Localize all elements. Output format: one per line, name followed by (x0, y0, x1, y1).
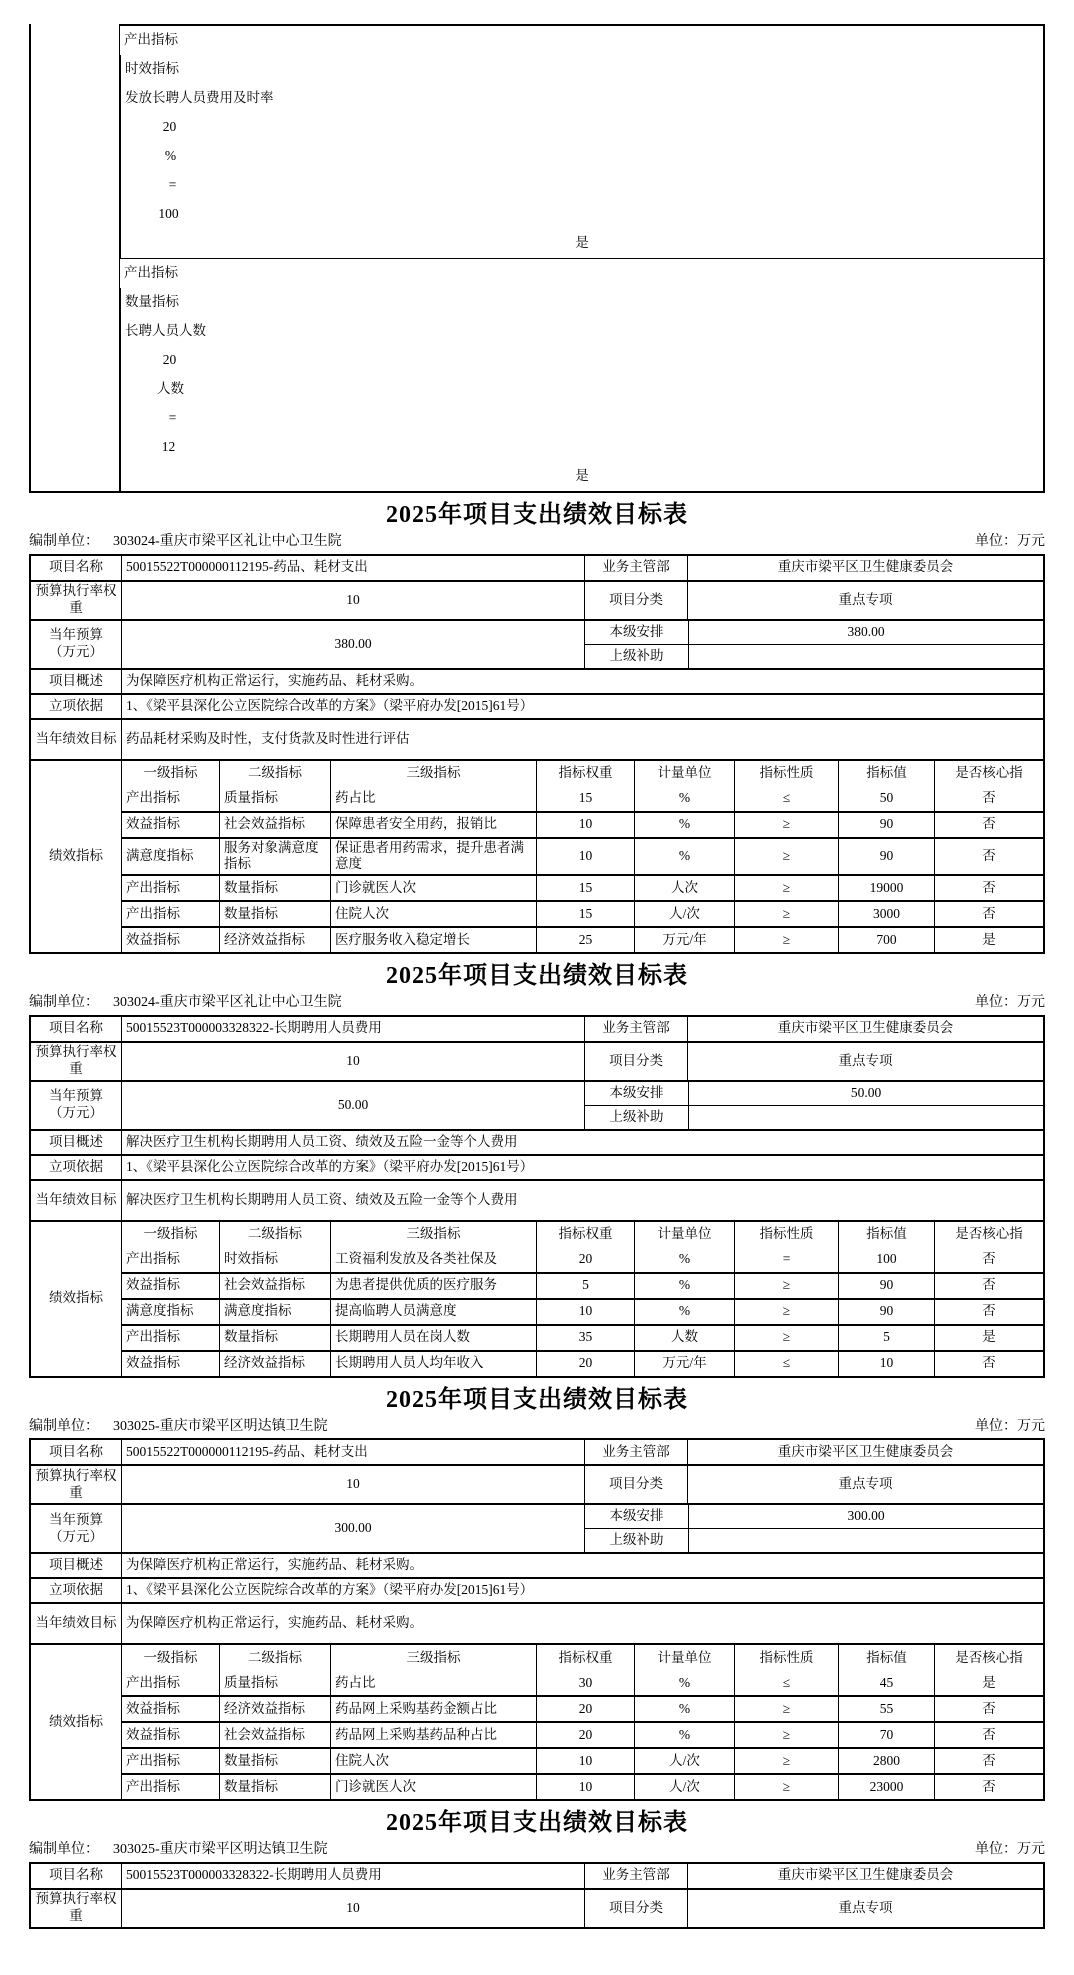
indicator-unit: % (634, 1723, 734, 1747)
indicator-row (122, 1695, 1043, 1721)
target-label: 当年绩效目标 (35, 730, 117, 746)
indicator-core: 是 (120, 229, 1043, 258)
indicator-level1: 产出指标 (126, 1752, 180, 1768)
indicator-value: 55 (838, 1697, 934, 1721)
indicator-level2: 社会效益指标 (219, 1274, 330, 1298)
indicator-value: 100 (120, 200, 216, 229)
indicator-row (120, 26, 1043, 258)
indicator-value: 5 (838, 1326, 934, 1350)
category-label: 项目分类 (584, 1890, 687, 1927)
project-name-label: 项目名称 (49, 1020, 103, 1036)
indicator-row (122, 1248, 1043, 1272)
year-budget-label: 当年预算 （万元） (49, 1088, 103, 1121)
indicator-weight: 10 (536, 1775, 634, 1799)
indicator-level3: 药品网上采购基药金额占比 (330, 1697, 536, 1721)
indicator-nature: ≥ (734, 876, 838, 900)
prepared-by-label: 编制单位： (29, 1842, 99, 1858)
meta-line (29, 533, 1045, 551)
indicator-weight: 20 (536, 1697, 634, 1721)
indicator-row (122, 1747, 1043, 1773)
indicator-level2: 数量指标 (219, 902, 330, 926)
indicator-unit: 人数 (120, 375, 220, 404)
header-level3: 三级指标 (330, 761, 536, 787)
prepared-by-value: 303025-重庆市梁平区明达镇卫生院 (113, 1418, 328, 1434)
indicator-value: 12 (120, 433, 216, 462)
indicator-core: 否 (934, 787, 1043, 811)
perf-indicator-label: 绩效指标 (49, 1290, 103, 1306)
header-nature: 指标性质 (734, 1645, 838, 1671)
indicator-unit: % (634, 1671, 734, 1695)
header-nature: 指标性质 (734, 1222, 838, 1248)
basis-label: 立项依据 (49, 1158, 103, 1174)
indicator-level2: 服务对象满意度指标 (219, 839, 330, 875)
indicator-weight: 35 (536, 1326, 634, 1350)
indicator-weight: 15 (536, 787, 634, 811)
indicator-core: 否 (934, 902, 1043, 926)
indicator-unit: % (634, 1274, 734, 1298)
indicator-core: 否 (934, 839, 1043, 875)
header-value: 指标值 (838, 1222, 934, 1248)
superior-value (688, 645, 1043, 668)
indicator-level1: 效益指标 (126, 816, 180, 832)
header-unit: 计量单位 (634, 761, 734, 787)
header-value: 指标值 (838, 761, 934, 787)
carryover-rows (119, 24, 1045, 493)
indicator-weight: 5 (536, 1274, 634, 1298)
dept-value: 重庆市梁平区卫生健康委员会 (687, 1440, 1043, 1464)
indicator-weight: 10 (536, 1749, 634, 1773)
indicator-header-row (122, 1222, 1043, 1248)
dept-label: 业务主管部 (584, 556, 687, 580)
header-weight: 指标权重 (536, 1222, 634, 1248)
indicator-level1: 产出指标 (124, 265, 178, 281)
indicator-nature: ≥ (734, 1749, 838, 1773)
indicator-unit: % (634, 839, 734, 875)
header-core: 是否核心指 (934, 761, 1043, 787)
local-value: 50.00 (688, 1082, 1043, 1105)
category-label: 项目分类 (584, 582, 687, 619)
page-title: 2025年项目支出绩效目标表 (386, 502, 688, 528)
indicator-core: 否 (934, 1274, 1043, 1298)
indicator-unit: % (120, 142, 220, 171)
indicator-header-row (122, 1645, 1043, 1671)
indicator-core: 是 (934, 1671, 1043, 1695)
overview-label: 项目概述 (49, 1133, 103, 1149)
indicator-value: 90 (838, 1300, 934, 1324)
target-label: 当年绩效目标 (35, 1615, 117, 1631)
header-level3: 三级指标 (330, 1645, 536, 1671)
indicator-row (122, 1773, 1043, 1799)
prepared-by-label: 编制单位： (29, 1418, 99, 1434)
section-1 (29, 500, 1045, 954)
indicator-level3: 工资福利发放及各类社保及 (330, 1248, 536, 1272)
indicator-core: 否 (934, 813, 1043, 837)
indicator-nature: ≥ (734, 1326, 838, 1350)
indicator-row (122, 926, 1043, 952)
indicator-value: 90 (838, 839, 934, 875)
indicator-core: 否 (934, 876, 1043, 900)
indicator-level1: 产出指标 (126, 879, 180, 895)
section-4 (29, 1808, 1045, 1929)
basis-value: 1、《梁平县深化公立医院综合改革的方案》（梁平府办发[2015]61号） (121, 1579, 1043, 1602)
indicator-row (122, 1671, 1043, 1695)
indicator-value: 100 (838, 1248, 934, 1272)
indicator-level3: 住院人次 (330, 1749, 536, 1773)
indicator-weight: 10 (536, 1300, 634, 1324)
overview-label: 项目概述 (49, 672, 103, 688)
header-value: 指标值 (838, 1645, 934, 1671)
indicator-unit: % (634, 1248, 734, 1272)
indicator-core: 是 (934, 928, 1043, 952)
indicator-level2: 数量指标 (219, 1326, 330, 1350)
header-level1: 一级指标 (143, 1649, 198, 1665)
project-name-label: 项目名称 (49, 1443, 103, 1459)
local-label: 本级安排 (609, 1084, 664, 1100)
budget-weight-label: 预算执行率权重 (35, 1044, 117, 1077)
category-label: 项目分类 (584, 1466, 687, 1503)
indicator-table (121, 1222, 1043, 1376)
indicator-nature: ≤ (734, 1671, 838, 1695)
meta-line (29, 1418, 1045, 1436)
header-level2: 二级指标 (219, 1222, 330, 1248)
header-level3: 三级指标 (330, 1222, 536, 1248)
page-title: 2025年项目支出绩效目标表 (386, 963, 688, 990)
indicator-level3: 为患者提供优质的医疗服务 (330, 1274, 536, 1298)
indicator-level3: 保障患者安全用药，报销比 (330, 813, 536, 837)
indicator-row (122, 1721, 1043, 1747)
indicator-weight: 20 (536, 1352, 634, 1376)
indicator-value: 90 (838, 1274, 934, 1298)
indicator-weight: 20 (120, 346, 218, 375)
indicator-core: 否 (934, 1248, 1043, 1272)
indicator-level1: 产出指标 (126, 1674, 180, 1690)
indicator-value: 10 (838, 1352, 934, 1376)
indicator-row (122, 837, 1043, 875)
indicator-core: 否 (934, 1352, 1043, 1376)
project-name-label: 项目名称 (49, 559, 103, 575)
local-value: 380.00 (688, 621, 1043, 644)
indicator-weight: 15 (536, 902, 634, 926)
indicator-level3: 长期聘用人员在岗人数 (330, 1326, 536, 1350)
indicator-nature: ≥ (734, 1300, 838, 1324)
meta-line (29, 1841, 1045, 1859)
indicator-level1: 产出指标 (124, 32, 178, 48)
indicator-level3: 药品网上采购基药品种占比 (330, 1723, 536, 1747)
indicator-row (122, 811, 1043, 837)
indicator-row (122, 1350, 1043, 1376)
indicator-level2: 经济效益指标 (219, 1352, 330, 1376)
indicator-level2: 数量指标 (120, 288, 231, 317)
budget-weight-value: 10 (121, 1043, 584, 1080)
budget-weight-value: 10 (121, 1466, 584, 1503)
unit-note: 单位：万元 (975, 1418, 1045, 1434)
indicator-level2: 时效指标 (219, 1248, 330, 1272)
indicator-value: 70 (838, 1723, 934, 1747)
prepared-by-label: 编制单位： (29, 995, 99, 1011)
local-label: 本级安排 (609, 1508, 664, 1524)
indicator-level1: 产出指标 (126, 905, 180, 921)
basis-label: 立项依据 (49, 697, 103, 713)
indicator-row (122, 900, 1043, 926)
unit-note: 单位：万元 (975, 1842, 1045, 1858)
indicator-unit: 人/次 (634, 1775, 734, 1799)
indicator-weight: 15 (536, 876, 634, 900)
project-name-label: 项目名称 (49, 1867, 103, 1883)
year-budget-value: 300.00 (121, 1505, 584, 1552)
year-budget-label: 当年预算 （万元） (49, 1511, 103, 1544)
header-weight: 指标权重 (536, 1645, 634, 1671)
indicator-weight: 30 (536, 1671, 634, 1695)
indicator-level1: 效益指标 (126, 1355, 180, 1371)
indicator-value: 50 (838, 787, 934, 811)
indicator-row (122, 787, 1043, 811)
superior-label: 上级补助 (609, 1532, 664, 1548)
unit-note: 单位：万元 (975, 995, 1045, 1011)
header-level2: 二级指标 (219, 761, 330, 787)
indicator-level3: 长聘人员人数 (120, 317, 326, 346)
indicator-row (120, 258, 1043, 491)
category-value: 重点专项 (687, 1890, 1043, 1927)
indicator-core: 否 (934, 1723, 1043, 1747)
indicator-core: 否 (934, 1749, 1043, 1773)
section-table (29, 1015, 1045, 1378)
indicator-level3: 提高临聘人员满意度 (330, 1300, 536, 1324)
superior-value (688, 1106, 1043, 1129)
local-value: 300.00 (688, 1505, 1043, 1528)
carryover-indicator-table (29, 24, 1045, 493)
indicator-level2: 社会效益指标 (219, 1723, 330, 1747)
indicator-value: 23000 (838, 1775, 934, 1799)
indicator-core: 是 (120, 462, 1043, 491)
indicator-value: 90 (838, 813, 934, 837)
budget-weight-value: 10 (121, 582, 584, 619)
indicator-weight: 10 (536, 839, 634, 875)
dept-value: 重庆市梁平区卫生健康委员会 (687, 1017, 1043, 1041)
header-weight: 指标权重 (536, 761, 634, 787)
indicator-unit: % (634, 813, 734, 837)
meta-line (29, 994, 1045, 1012)
indicator-level1: 产出指标 (126, 1251, 180, 1267)
indicator-nature: ≥ (734, 1697, 838, 1721)
indicator-level3: 药占比 (330, 787, 536, 811)
dept-label: 业务主管部 (584, 1864, 687, 1888)
prepared-by-value: 303024-重庆市梁平区礼让中心卫生院 (113, 995, 342, 1011)
superior-label: 上级补助 (609, 647, 664, 663)
section-table (29, 1862, 1045, 1929)
perf-indicator-label: 绩效指标 (49, 847, 103, 863)
indicator-header-row (122, 761, 1043, 787)
indicator-nature: ≤ (734, 1352, 838, 1376)
indicator-level2: 数量指标 (219, 1749, 330, 1773)
indicator-value: 45 (838, 1671, 934, 1695)
overview-value: 解决医疗卫生机构长期聘用人员工资、绩效及五险一金等个人费用 (121, 1131, 1043, 1154)
indicator-nature: ≥ (734, 839, 838, 875)
header-core: 是否核心指 (934, 1222, 1043, 1248)
indicator-level1: 产出指标 (126, 1329, 180, 1345)
overview-label: 项目概述 (49, 1557, 103, 1573)
category-label: 项目分类 (584, 1043, 687, 1080)
category-value: 重点专项 (687, 1466, 1043, 1503)
indicator-level2: 数量指标 (219, 1775, 330, 1799)
overview-value: 为保障医疗机构正常运行，实施药品、耗材采购。 (121, 1554, 1043, 1577)
year-budget-label: 当年预算 （万元） (49, 627, 103, 659)
basis-label: 立项依据 (49, 1582, 103, 1598)
indicator-nature: = (734, 1248, 838, 1272)
dept-label: 业务主管部 (584, 1440, 687, 1464)
header-level2: 二级指标 (219, 1645, 330, 1671)
indicator-level1: 效益指标 (126, 1726, 180, 1742)
local-label: 本级安排 (609, 623, 664, 639)
indicator-unit: % (634, 1300, 734, 1324)
indicator-nature: ≥ (734, 813, 838, 837)
indicator-value: 2800 (838, 1749, 934, 1773)
indicator-level2: 经济效益指标 (219, 928, 330, 952)
indicator-level3: 长期聘用人员人均年收入 (330, 1352, 536, 1376)
indicator-weight: 20 (536, 1723, 634, 1747)
indicator-nature: = (120, 404, 224, 433)
section-3 (29, 1385, 1045, 1802)
indicator-value: 700 (838, 928, 934, 952)
indicator-nature: ≥ (734, 902, 838, 926)
budget-weight-label: 预算执行率权重 (35, 1467, 117, 1500)
indicator-row (122, 1272, 1043, 1298)
budget-weight-label: 预算执行率权重 (35, 1891, 117, 1924)
indicator-level2: 社会效益指标 (219, 813, 330, 837)
category-value: 重点专项 (687, 1043, 1043, 1080)
indicator-unit: % (634, 1697, 734, 1721)
project-name-value: 50015522T000000112195-药品、耗材支出 (121, 1440, 584, 1464)
indicator-weight: 20 (536, 1248, 634, 1272)
indicator-level1: 满意度指标 (126, 847, 194, 863)
header-unit: 计量单位 (634, 1645, 734, 1671)
indicator-level3: 门诊就医人次 (330, 876, 536, 900)
prepared-by-label: 编制单位： (29, 534, 99, 549)
indicator-value: 3000 (838, 902, 934, 926)
project-name-value: 50015522T000000112195-药品、耗材支出 (121, 556, 584, 580)
indicator-core: 否 (934, 1775, 1043, 1799)
indicator-level2: 经济效益指标 (219, 1697, 330, 1721)
indicator-core: 是 (934, 1326, 1043, 1350)
indicator-weight: 25 (536, 928, 634, 952)
indicator-unit: 人/次 (634, 902, 734, 926)
unit-note: 单位：万元 (975, 534, 1045, 549)
indicator-level2: 满意度指标 (219, 1300, 330, 1324)
indicator-weight: 20 (120, 113, 218, 142)
indicator-level2: 数量指标 (219, 876, 330, 900)
dept-label: 业务主管部 (584, 1017, 687, 1041)
indicator-level3: 保证患者用药需求，提升患者满意度 (330, 839, 536, 875)
superior-value (688, 1529, 1043, 1552)
budget-weight-label: 预算执行率权重 (35, 583, 117, 615)
indicator-level3: 发放长聘人员费用及时率 (120, 84, 326, 113)
superior-label: 上级补助 (609, 1108, 664, 1124)
indicator-level3: 药占比 (330, 1671, 536, 1695)
target-value: 解决医疗卫生机构长期聘用人员工资、绩效及五险一金等个人费用 (121, 1181, 1043, 1220)
prepared-by-value: 303024-重庆市梁平区礼让中心卫生院 (113, 534, 342, 549)
page-title: 2025年项目支出绩效目标表 (386, 1810, 688, 1837)
category-value: 重点专项 (687, 582, 1043, 619)
year-budget-value: 50.00 (121, 1082, 584, 1129)
indicator-table (121, 1645, 1043, 1799)
indicator-unit: 人/次 (634, 1749, 734, 1773)
header-level1: 一级指标 (143, 1226, 198, 1242)
indicator-row (122, 874, 1043, 900)
project-name-value: 50015523T000003328322-长期聘用人员费用 (121, 1864, 584, 1888)
indicator-unit: % (634, 787, 734, 811)
document-page (0, 24, 1074, 1975)
perf-indicator-label: 绩效指标 (49, 1713, 103, 1729)
target-value: 为保障医疗机构正常运行，实施药品、耗材采购。 (121, 1604, 1043, 1643)
indicator-core: 否 (934, 1300, 1043, 1324)
target-label: 当年绩效目标 (35, 1191, 117, 1207)
basis-value: 1、《梁平县深化公立医院综合改革的方案》（梁平府办发[2015]61号） (121, 1156, 1043, 1179)
indicator-level2: 时效指标 (120, 55, 231, 84)
header-core: 是否核心指 (934, 1645, 1043, 1671)
indicator-unit: 万元/年 (634, 1352, 734, 1376)
indicator-level1: 效益指标 (126, 1700, 180, 1716)
indicator-row (122, 1324, 1043, 1350)
indicator-level1: 满意度指标 (126, 1303, 194, 1319)
carryover-perf-stub-cell (29, 24, 119, 493)
indicator-level2: 质量指标 (219, 1671, 330, 1695)
overview-value: 为保障医疗机构正常运行，实施药品、耗材采购。 (121, 670, 1043, 693)
year-budget-value: 380.00 (121, 621, 584, 668)
section-2 (29, 961, 1045, 1378)
indicator-unit: 人次 (634, 876, 734, 900)
indicator-level2: 质量指标 (219, 787, 330, 811)
indicator-nature: ≥ (734, 1274, 838, 1298)
indicator-nature: ≥ (734, 1775, 838, 1799)
project-name-value: 50015523T000003328322-长期聘用人员费用 (121, 1017, 584, 1041)
indicator-level1: 产出指标 (126, 790, 180, 806)
indicator-weight: 10 (536, 813, 634, 837)
dept-value: 重庆市梁平区卫生健康委员会 (687, 1864, 1043, 1888)
indicator-nature: = (120, 171, 224, 200)
page-title: 2025年项目支出绩效目标表 (386, 1386, 688, 1413)
indicator-core: 否 (934, 1697, 1043, 1721)
indicator-nature: ≥ (734, 928, 838, 952)
indicator-level3: 医疗服务收入稳定增长 (330, 928, 536, 952)
indicator-level1: 效益指标 (126, 1277, 180, 1293)
indicator-nature: ≥ (734, 1723, 838, 1747)
section-table (29, 1438, 1045, 1801)
indicator-row (122, 1298, 1043, 1324)
indicator-nature: ≤ (734, 787, 838, 811)
indicator-table (121, 761, 1043, 953)
header-unit: 计量单位 (634, 1222, 734, 1248)
target-value: 药品耗材采购及时性，支付货款及时性进行评估 (121, 720, 1043, 759)
header-nature: 指标性质 (734, 761, 838, 787)
section-table (29, 554, 1045, 955)
indicator-unit: 万元/年 (634, 928, 734, 952)
header-level1: 一级指标 (143, 765, 198, 781)
prepared-by-value: 303025-重庆市梁平区明达镇卫生院 (113, 1842, 328, 1858)
budget-weight-value: 10 (121, 1890, 584, 1927)
indicator-unit: 人数 (634, 1326, 734, 1350)
indicator-value: 19000 (838, 876, 934, 900)
indicator-level1: 产出指标 (126, 1778, 180, 1794)
indicator-level3: 住院人次 (330, 902, 536, 926)
basis-value: 1、《梁平县深化公立医院综合改革的方案》（梁平府办发[2015]61号） (121, 695, 1043, 718)
indicator-level3: 门诊就医人次 (330, 1775, 536, 1799)
dept-value: 重庆市梁平区卫生健康委员会 (687, 556, 1043, 580)
indicator-level1: 效益指标 (126, 931, 180, 947)
